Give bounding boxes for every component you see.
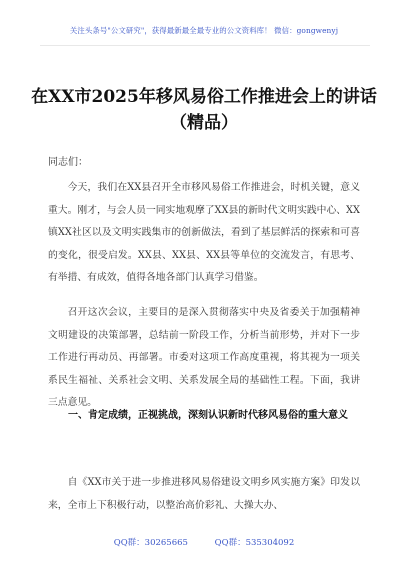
body-paragraph-3: 自《XX市关于进一步推进移风易俗建设文明乡风实施方案》印发以来，全市上下积极行动，以整治高价彩礼、大操大办、 xyxy=(48,477,360,511)
salutation: 同志们： xyxy=(48,157,88,168)
body-paragraph-1: 今天，我们在XX县召开全市移风易俗工作推进会，时机关键，意义重大。刚才，与会人员一同实地观摩了XX县的新时代文明实践中心、XX镇XX社区以及文明实践集市的创新做法，看到了基层鲜活的探索和可喜的变化，很受启发。XX县、XX县、XX县等单位的交流发言，有思考、有举措、有成效，值得各地各部门认真学习借鉴。 xyxy=(48,182,361,284)
document-title: 在XX市2025年移风易俗工作推进会上的讲话（精品） xyxy=(31,87,377,133)
footer-qq-group-1: QQ群：30265665 xyxy=(113,538,188,548)
body-paragraph-2: 召开这次会议，主要目的是深入贯彻落实中央及省委关于加强精神文明建设的决策部署，总结前一阶段工作，分析当前形势，并对下一步工作进行再动员、再部署。市委对这项工作高度重视，将其视为一项关系民生福祉、关系社会文明、关系发展全局的基础性工程。下面，我讲三点意见。 xyxy=(48,307,360,409)
footer xyxy=(0,536,408,548)
header-banner: 关注头条号"公文研究"，获得最新最全最专业的公文资料库！ 微信：gongwenyj xyxy=(69,26,339,35)
footer-qq-group-2: QQ群：535304092 xyxy=(214,538,295,548)
header-divider xyxy=(40,45,370,46)
section-heading-1: 一、肯定成绩，正视挑战，深刻认识新时代移风易俗的重大意义 xyxy=(68,410,348,421)
